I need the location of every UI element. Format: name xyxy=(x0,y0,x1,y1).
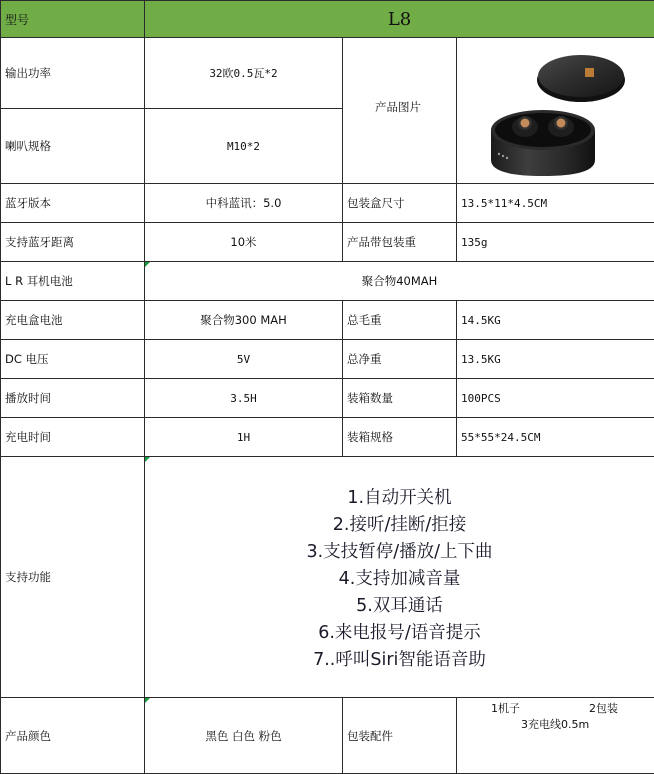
case-battery-row xyxy=(1,301,654,340)
function-item: 3.支技暂停/播放/上下曲 xyxy=(306,541,493,562)
bt-range-row xyxy=(1,223,654,262)
dc-voltage-row xyxy=(1,340,654,379)
carton-size-label: 装箱规格 xyxy=(343,418,457,457)
function-item: 5.双耳通话 xyxy=(356,595,443,616)
bt-version-label: 蓝牙版本 xyxy=(1,184,145,223)
charge-time-label: 充电时间 xyxy=(1,418,145,457)
box-size-label: 包装盒尺寸 xyxy=(343,184,457,223)
bt-range-label: 支持蓝牙距离 xyxy=(1,223,145,262)
charge-time-value: 1H xyxy=(145,418,343,457)
function-item: 2.接听/挂断/拒接 xyxy=(332,514,467,535)
carton-qty-label: 装箱数量 xyxy=(343,379,457,418)
colors-row xyxy=(1,698,654,774)
net-weight-value: 13.5KG xyxy=(457,340,654,379)
play-time-label: 播放时间 xyxy=(1,379,145,418)
colors-label: 产品颜色 xyxy=(1,698,145,774)
function-item: 7..呼叫Siri智能语音助 xyxy=(313,649,486,670)
bt-range-value: 10米 xyxy=(145,223,343,262)
product-image-label: 产品图片 xyxy=(343,38,457,184)
product-image-cell xyxy=(457,38,654,184)
packed-weight-label: 产品带包装重 xyxy=(343,223,457,262)
functions-list xyxy=(145,457,654,698)
earbud-battery-label: L R 耳机电池 xyxy=(1,262,145,301)
net-weight-label: 总净重 xyxy=(343,340,457,379)
earbuds-charging-case-icon xyxy=(481,42,631,180)
output-power-row xyxy=(1,38,654,109)
functions-label: 支持功能 xyxy=(1,457,145,698)
case-battery-value: 聚合物300 MAH xyxy=(145,301,343,340)
colors-value: 黑色 白色 粉色 xyxy=(145,698,343,774)
play-time-value: 3.5H xyxy=(145,379,343,418)
function-item: 4.支持加减音量 xyxy=(338,568,461,589)
accessory-item: 2包装 xyxy=(589,702,618,715)
packed-weight-value: 135g xyxy=(457,223,654,262)
accessory-item: 3充电线0.5m xyxy=(521,718,590,731)
play-time-row xyxy=(1,379,654,418)
carton-size-value: 55*55*24.5CM xyxy=(457,418,654,457)
bt-version-value: 中科蓝讯：5.0 xyxy=(145,184,343,223)
dc-voltage-label: DC 电压 xyxy=(1,340,145,379)
charge-time-row xyxy=(1,418,654,457)
model-label: 型号 xyxy=(1,1,145,38)
model-value: L8 xyxy=(145,1,654,38)
carton-qty-value: 100PCS xyxy=(457,379,654,418)
function-item: 1.自动开关机 xyxy=(347,487,452,508)
accessories-label: 包装配件 xyxy=(343,698,457,774)
earbud-battery-row xyxy=(1,262,654,301)
function-item: 6.来电报号/语音提示 xyxy=(318,622,481,643)
header-row xyxy=(1,1,654,38)
output-power-value: 32欧0.5瓦*2 xyxy=(145,38,343,109)
earbud-battery-value: 聚合物40MAH xyxy=(145,262,654,301)
accessories-list xyxy=(457,698,654,772)
case-battery-label: 充电盒电池 xyxy=(1,301,145,340)
product-photo xyxy=(457,42,654,180)
gross-weight-value: 14.5KG xyxy=(457,301,654,340)
speaker-label: 喇叭规格 xyxy=(1,109,145,184)
functions-row xyxy=(1,457,654,698)
accessory-item: 1机子 xyxy=(491,702,520,715)
dc-voltage-value: 5V xyxy=(145,340,343,379)
speaker-value: M10*2 xyxy=(145,109,343,184)
box-size-value: 13.5*11*4.5CM xyxy=(457,184,654,223)
accessories-cell xyxy=(457,698,654,774)
output-power-label: 输出功率 xyxy=(1,38,145,109)
gross-weight-label: 总毛重 xyxy=(343,301,457,340)
bt-version-row xyxy=(1,184,654,223)
